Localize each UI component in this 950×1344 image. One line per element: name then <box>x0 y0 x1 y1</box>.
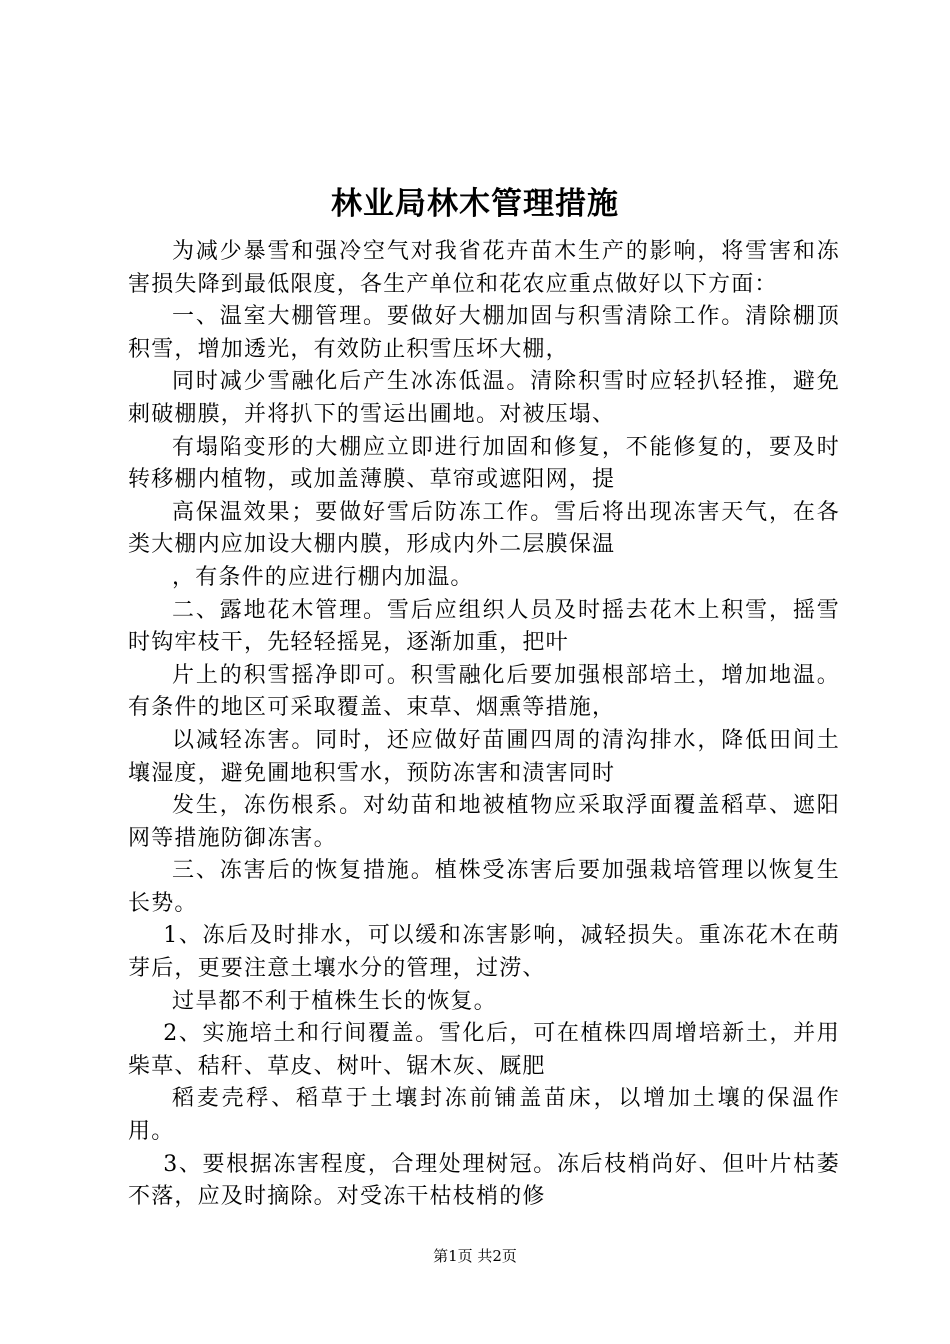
numbered-paragraph: 3、要根据冻害程度，合理处理树冠。冻后枝梢尚好、但叶片枯萎不落，应及时摘除。对受冻干枯枝梢的修 <box>128 1151 840 1210</box>
body-paragraph: 同时减少雪融化后产生冰冻低温。清除积雪时应轻扒轻推，避免刺破棚膜，并将扒下的雪运出圃地。对被压塌、 <box>128 369 840 427</box>
intro-paragraph: 为减少暴雪和强冷空气对我省花卉苗木生产的影响，将雪害和冻害损失降到最低限度，各生产单位和花农应重点做好以下方面： <box>128 239 840 297</box>
document-body <box>128 236 840 1214</box>
body-paragraph: 有塌陷变形的大棚应立即进行加固和修复，不能修复的，要及时转移棚内植物，或加盖薄膜、草帘或遮阳网，提 <box>128 434 840 493</box>
page-number-footer: 第1页 共2页 <box>433 1247 517 1265</box>
body-paragraph: ，有条件的应进行棚内加温。 <box>172 564 474 590</box>
body-paragraph: 发生，冻伤根系。对幼苗和地被植物应采取浮面覆盖稻草、遮阳网等措施防御冻害。 <box>128 793 840 851</box>
body-paragraph: 以减轻冻害。同时，还应做好苗圃四周的清沟排水，降低田间土壤湿度，避免圃地积雪水，预防冻害和渍害同时 <box>128 727 840 786</box>
body-paragraph: 过旱都不利于植株生长的恢复。 <box>172 988 497 1014</box>
body-paragraph: 二、露地花木管理。雪后应组织人员及时摇去花木上积雪，摇雪时钩牢枝干，先轻轻摇晃，逐渐加重，把叶 <box>128 597 840 656</box>
body-paragraph: 稻麦壳稃、稻草于土壤封冻前铺盖苗床，以增加土壤的保温作用。 <box>128 1086 840 1145</box>
numbered-paragraph: 2、实施培土和行间覆盖。雪化后，可在植株四周增培新土，并用柴草、秸秆、草皮、树叶、锯木灰、厩肥 <box>128 1021 840 1079</box>
document-title: 林业局林木管理措施 <box>331 186 619 222</box>
body-paragraph: 片上的积雪摇净即可。积雪融化后要加强根部培土，增加地温。有条件的地区可采取覆盖、束草、烟熏等措施， <box>128 662 840 721</box>
body-paragraph: 高保温效果；要做好雪后防冻工作。雪后将出现冻害天气，在各类大棚内应加设大棚内膜，形成内外二层膜保温 <box>128 499 840 558</box>
numbered-paragraph: 1、冻后及时排水，可以缓和冻害影响，减轻损失。重冻花木在萌芽后，更要注意土壤水分的管理，过涝、 <box>128 923 840 982</box>
body-paragraph: 三、冻害后的恢复措施。植株受冻害后要加强栽培管理以恢复生长势。 <box>128 858 840 916</box>
body-paragraph: 一、温室大棚管理。要做好大棚加固与积雪清除工作。清除棚顶积雪，增加透光，有效防止积雪压坏大棚， <box>128 304 840 362</box>
